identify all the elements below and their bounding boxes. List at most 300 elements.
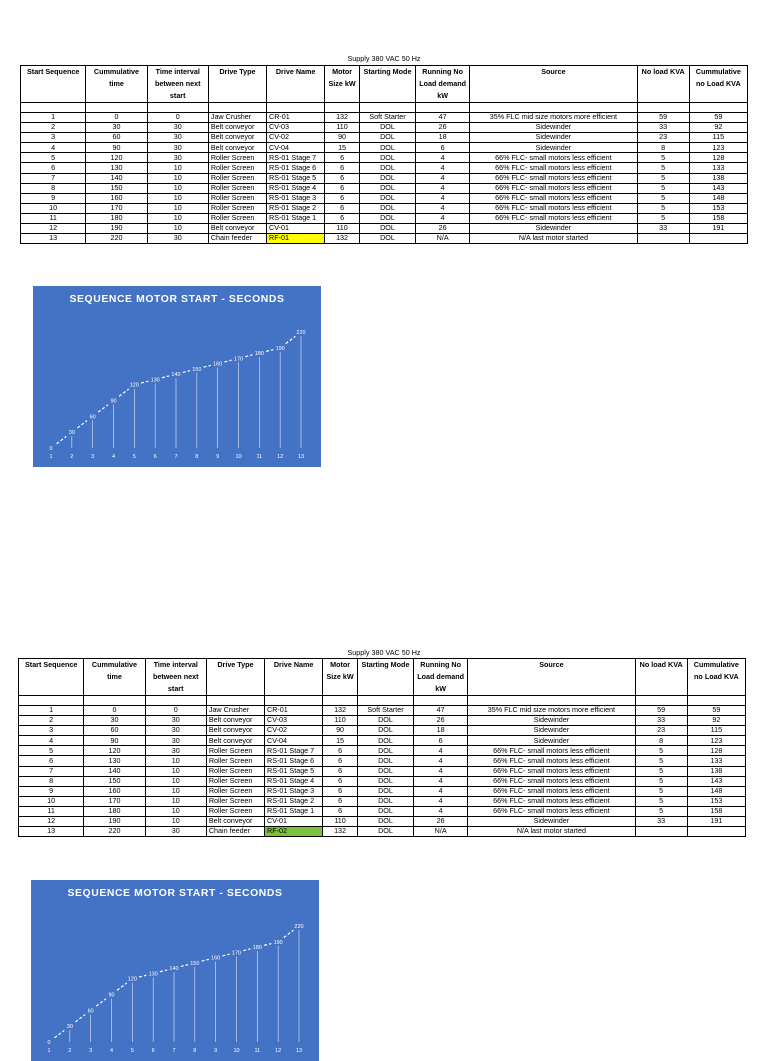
- x-tick-label: 10: [235, 454, 242, 460]
- cell-cumulative-kva: 143: [687, 776, 745, 786]
- cell-start-sequence: 3: [21, 133, 86, 143]
- data-label: 220: [296, 330, 306, 336]
- cell-no-load-kva: 5: [637, 173, 689, 183]
- cell-cumulative-kva: 59: [689, 113, 747, 123]
- empty-cell: [416, 103, 470, 113]
- data-label: 140: [171, 372, 181, 379]
- header-start-sequence: Start Sequence: [21, 66, 86, 103]
- series-line-segment: [204, 365, 211, 367]
- cell-source: Sidewinder: [470, 143, 637, 153]
- cell-starting-mode: Soft Starter: [357, 706, 413, 716]
- header-time-interval: Time interval between next start: [145, 659, 206, 696]
- supply-title: Supply 380 VAC 50 Hz: [347, 648, 421, 657]
- cell-start-sequence: 8: [19, 776, 84, 786]
- cell-cumulative-time: 120: [84, 746, 145, 756]
- cell-source: 66% FLC- small motors less efficient: [470, 173, 637, 183]
- empty-cell: [21, 103, 86, 113]
- cell-cumulative-kva: 153: [689, 203, 747, 213]
- cell-drive-type: Belt conveyor: [206, 726, 264, 736]
- cell-motor-size: 15: [323, 736, 358, 746]
- cell-motor-size: 132: [325, 113, 360, 123]
- cell-time-interval: 10: [147, 203, 208, 213]
- x-tick-label: 4: [111, 454, 116, 460]
- header-cumulative-time: Cummulative time: [84, 659, 145, 696]
- cell-source: Sidewinder: [470, 123, 637, 133]
- cell-cumulative-time: 0: [86, 113, 147, 123]
- cell-cumulative-kva: 128: [687, 746, 745, 756]
- cell-start-sequence: 6: [19, 756, 84, 766]
- series-line-segment: [245, 355, 252, 357]
- cell-drive-type: Chain feeder: [206, 827, 264, 837]
- cell-cumulative-time: 130: [84, 756, 145, 766]
- data-label: 120: [129, 382, 139, 389]
- cell-cumulative-time: 220: [86, 234, 147, 244]
- blank-row: [21, 103, 748, 113]
- cell-motor-size: 6: [323, 796, 358, 806]
- cell-source: 66% FLC- small motors less efficient: [468, 746, 635, 756]
- cell-starting-mode: DOL: [357, 827, 413, 837]
- header-motor-size: Motor Size kW: [323, 659, 358, 696]
- cell-no-load-kva: 59: [637, 113, 689, 123]
- cell-cumulative-time: 180: [84, 806, 145, 816]
- cell-no-load-demand: 4: [416, 183, 470, 193]
- cell-drive-name: CV-03: [265, 716, 323, 726]
- cell-motor-size: 6: [323, 766, 358, 776]
- cell-drive-name: CV-02: [265, 726, 323, 736]
- cell-motor-size: 110: [323, 716, 358, 726]
- data-label: 180: [254, 351, 264, 358]
- series-line-segment: [141, 381, 148, 383]
- header-no-load-kva: No load KVA: [637, 66, 689, 103]
- cell-no-load-demand: 26: [416, 123, 470, 133]
- cell-drive-type: Jaw Crusher: [206, 706, 264, 716]
- cell-no-load-demand: 4: [416, 213, 470, 223]
- cell-source: 35% FLC mid size motors more efficient: [468, 706, 635, 716]
- data-label: 90: [108, 992, 115, 999]
- cell-cumulative-kva: [687, 827, 745, 837]
- cell-time-interval: 30: [145, 746, 206, 756]
- cell-start-sequence: 4: [21, 143, 86, 153]
- cell-motor-size: 132: [323, 827, 358, 837]
- cell-start-sequence: 5: [19, 746, 84, 756]
- cell-source: N/A last motor started: [468, 827, 635, 837]
- cell-drive-type: Belt conveyor: [206, 716, 264, 726]
- cell-cumulative-kva: 123: [689, 143, 747, 153]
- header-no-load-kva: No load KVA: [635, 659, 687, 696]
- cell-start-sequence: 4: [19, 736, 84, 746]
- cell-no-load-kva: 33: [637, 224, 689, 234]
- empty-cell: [208, 103, 266, 113]
- cell-drive-name: CR-01: [265, 706, 323, 716]
- cell-starting-mode: DOL: [359, 143, 415, 153]
- cell-source: 66% FLC- small motors less efficient: [468, 766, 635, 776]
- table-row: [21, 143, 748, 153]
- cell-cumulative-time: 150: [84, 776, 145, 786]
- table-row: [21, 173, 748, 183]
- chart-title: SEQUENCE MOTOR START - SECONDS: [67, 888, 283, 899]
- cell-cumulative-kva: 158: [689, 213, 747, 223]
- motor-start-table: [18, 658, 746, 837]
- series-line-segment: [119, 389, 129, 396]
- series-line-segment: [266, 350, 273, 352]
- cell-no-load-demand: 4: [416, 203, 470, 213]
- series-line-segment: [162, 376, 169, 378]
- data-label: 120: [127, 976, 137, 983]
- series-line-segment: [264, 944, 271, 946]
- cell-time-interval: 30: [145, 726, 206, 736]
- x-tick-label: 1: [47, 1048, 51, 1054]
- header-cumulative-kva: Cummulative no Load KVA: [689, 66, 747, 103]
- cell-source: 66% FLC- small motors less efficient: [470, 163, 637, 173]
- cell-drive-type: Roller Screen: [206, 796, 264, 806]
- cell-time-interval: 0: [145, 706, 206, 716]
- cell-cumulative-time: 190: [84, 817, 145, 827]
- series-line-segment: [224, 360, 231, 362]
- cell-no-load-kva: 5: [637, 203, 689, 213]
- cell-drive-name: RS-01 Stage 1: [267, 213, 325, 223]
- series-line-segment: [139, 975, 146, 977]
- empty-cell: [689, 103, 747, 113]
- cell-drive-name: RS-01 Stage 7: [265, 746, 323, 756]
- cell-start-sequence: 2: [19, 716, 84, 726]
- cell-no-load-demand: 4: [414, 746, 468, 756]
- cell-start-sequence: 1: [19, 706, 84, 716]
- cell-no-load-kva: 5: [635, 766, 687, 776]
- cell-drive-type: Jaw Crusher: [208, 113, 266, 123]
- cell-starting-mode: DOL: [357, 776, 413, 786]
- header-start-sequence: Start Sequence: [19, 659, 84, 696]
- cell-cumulative-time: 30: [86, 123, 147, 133]
- cell-starting-mode: DOL: [359, 213, 415, 223]
- cell-no-load-kva: 5: [637, 193, 689, 203]
- cell-cumulative-time: 90: [86, 143, 147, 153]
- header-drive-name: Drive Name: [265, 659, 323, 696]
- data-label: 60: [87, 1008, 94, 1015]
- series-line-segment: [284, 930, 294, 937]
- cell-no-load-kva: 8: [635, 736, 687, 746]
- cell-motor-size: 110: [325, 123, 360, 133]
- empty-cell: [19, 696, 84, 706]
- x-tick-label: 6: [153, 454, 157, 460]
- empty-cell: [414, 696, 468, 706]
- cell-time-interval: 30: [147, 143, 208, 153]
- cell-start-sequence: 2: [21, 123, 86, 133]
- cell-cumulative-kva: 115: [689, 133, 747, 143]
- table-row: [19, 736, 746, 746]
- empty-cell: [325, 103, 360, 113]
- cell-time-interval: 10: [145, 817, 206, 827]
- cell-motor-size: 6: [323, 806, 358, 816]
- table-row: [19, 827, 746, 837]
- data-label: 170: [231, 950, 242, 957]
- cell-no-load-demand: 26: [414, 817, 468, 827]
- cell-source: 35% FLC mid size motors more efficient: [470, 113, 637, 123]
- cell-drive-name: RS-01 Stage 3: [267, 193, 325, 203]
- cell-motor-size: 6: [325, 183, 360, 193]
- x-tick-label: 8: [193, 1048, 197, 1054]
- cell-drive-type: Roller Screen: [206, 786, 264, 796]
- table-header-row: [19, 659, 746, 696]
- cell-drive-name: CV-03: [267, 123, 325, 133]
- cell-time-interval: 10: [145, 756, 206, 766]
- cell-drive-name: RS-01 Stage 1: [265, 806, 323, 816]
- sequence-chart: [31, 880, 319, 1061]
- x-tick-label: 13: [295, 1048, 303, 1054]
- x-tick-label: 6: [151, 1048, 155, 1054]
- cell-cumulative-kva: 115: [687, 726, 745, 736]
- cell-cumulative-time: 90: [84, 736, 145, 746]
- table-row: [19, 817, 746, 827]
- cell-source: Sidewinder: [470, 224, 637, 234]
- cell-time-interval: 30: [147, 133, 208, 143]
- series-line-segment: [57, 436, 67, 443]
- cell-time-interval: 10: [147, 173, 208, 183]
- cell-cumulative-kva: 158: [687, 806, 745, 816]
- cell-time-interval: 30: [147, 234, 208, 244]
- cell-starting-mode: DOL: [357, 726, 413, 736]
- cell-no-load-kva: 23: [635, 726, 687, 736]
- cell-cumulative-kva: 133: [687, 756, 745, 766]
- empty-cell: [206, 696, 264, 706]
- cell-motor-size: 110: [323, 817, 358, 827]
- table-row: [19, 786, 746, 796]
- cell-cumulative-time: 160: [84, 786, 145, 796]
- cell-drive-type: Roller Screen: [208, 173, 266, 183]
- cell-cumulative-time: 160: [86, 193, 147, 203]
- table-row: [21, 234, 748, 244]
- cell-drive-type: Belt conveyor: [208, 123, 266, 133]
- cell-no-load-demand: 4: [416, 153, 470, 163]
- header-source: Source: [470, 66, 637, 103]
- cell-time-interval: 10: [147, 193, 208, 203]
- table-row: [19, 746, 746, 756]
- table-row: [19, 756, 746, 766]
- cell-starting-mode: DOL: [357, 756, 413, 766]
- cell-time-interval: 10: [145, 786, 206, 796]
- cell-cumulative-time: 140: [84, 766, 145, 776]
- cell-cumulative-kva: 92: [689, 123, 747, 133]
- cell-start-sequence: 7: [21, 173, 86, 183]
- cell-no-load-demand: 47: [414, 706, 468, 716]
- data-label: 0: [47, 1040, 51, 1046]
- cell-drive-name: RS-01 Stage 6: [265, 756, 323, 766]
- cell-cumulative-kva: [689, 234, 747, 244]
- cell-source: Sidewinder: [468, 716, 635, 726]
- cell-starting-mode: DOL: [359, 203, 415, 213]
- cell-no-load-demand: 6: [416, 143, 470, 153]
- data-label: 160: [213, 361, 223, 368]
- table-header-row: [21, 66, 748, 103]
- empty-cell: [323, 696, 358, 706]
- cell-motor-size: 6: [325, 193, 360, 203]
- x-tick-label: 2: [68, 1048, 72, 1054]
- cell-cumulative-kva: 128: [689, 153, 747, 163]
- cell-source: N/A last motor started: [470, 234, 637, 244]
- series-line-segment: [222, 954, 229, 956]
- cell-start-sequence: 11: [21, 213, 86, 223]
- x-tick-label: 7: [172, 1048, 176, 1054]
- cell-motor-size: 6: [325, 213, 360, 223]
- cell-no-load-demand: 26: [416, 224, 470, 234]
- cell-cumulative-kva: 153: [687, 796, 745, 806]
- cell-drive-type: Belt conveyor: [208, 224, 266, 234]
- empty-cell: [635, 696, 687, 706]
- x-tick-label: 8: [195, 454, 199, 460]
- x-tick-label: 5: [130, 1048, 134, 1054]
- chart-plot: [33, 286, 321, 467]
- cell-no-load-kva: [637, 234, 689, 244]
- empty-cell: [147, 103, 208, 113]
- header-drive-name: Drive Name: [267, 66, 325, 103]
- cell-no-load-demand: N/A: [416, 234, 470, 244]
- empty-cell: [265, 696, 323, 706]
- cell-starting-mode: DOL: [357, 817, 413, 827]
- series-line-segment: [98, 405, 108, 412]
- empty-cell: [84, 696, 145, 706]
- cell-motor-size: 6: [323, 756, 358, 766]
- cell-cumulative-time: 30: [84, 716, 145, 726]
- cell-drive-type: Roller Screen: [208, 203, 266, 213]
- cell-source: 66% FLC- small motors less efficient: [468, 776, 635, 786]
- cell-starting-mode: DOL: [359, 183, 415, 193]
- cell-starting-mode: DOL: [359, 224, 415, 234]
- cell-cumulative-kva: 138: [687, 766, 745, 776]
- cell-drive-name: RS-01 Stage 4: [265, 776, 323, 786]
- data-label: 60: [89, 414, 96, 421]
- cell-drive-type: Roller Screen: [206, 766, 264, 776]
- empty-cell: [359, 103, 415, 113]
- empty-cell: [687, 696, 745, 706]
- x-tick-label: 11: [254, 1048, 261, 1054]
- cell-drive-type: Roller Screen: [206, 746, 264, 756]
- series-line-segment: [55, 1030, 65, 1037]
- cell-no-load-demand: 4: [414, 796, 468, 806]
- cell-drive-type: Roller Screen: [208, 183, 266, 193]
- cell-motor-size: 6: [325, 153, 360, 163]
- table-row: [21, 203, 748, 213]
- cell-cumulative-kva: 143: [689, 183, 747, 193]
- empty-cell: [468, 696, 635, 706]
- table-row: [19, 806, 746, 816]
- blank-row: [19, 696, 746, 706]
- cell-motor-size: 110: [325, 224, 360, 234]
- cell-no-load-demand: 6: [414, 736, 468, 746]
- cell-starting-mode: DOL: [359, 234, 415, 244]
- cell-cumulative-kva: 138: [689, 173, 747, 183]
- data-label: 190: [273, 939, 283, 946]
- cell-source: 66% FLC- small motors less efficient: [468, 756, 635, 766]
- cell-cumulative-time: 170: [86, 203, 147, 213]
- cell-cumulative-time: 220: [84, 827, 145, 837]
- series-line-segment: [181, 965, 188, 967]
- cell-drive-name: RS-01 Stage 6: [267, 163, 325, 173]
- cell-time-interval: 10: [147, 183, 208, 193]
- sequence-chart: [33, 286, 321, 467]
- cell-source: 66% FLC- small motors less efficient: [468, 796, 635, 806]
- cell-no-load-kva: 5: [635, 796, 687, 806]
- x-tick-label: 13: [297, 454, 305, 460]
- cell-motor-size: 6: [323, 746, 358, 756]
- cell-start-sequence: 5: [21, 153, 86, 163]
- cell-no-load-kva: 33: [635, 817, 687, 827]
- cell-cumulative-time: 60: [84, 726, 145, 736]
- cell-drive-type: Belt conveyor: [206, 817, 264, 827]
- data-label: 140: [169, 966, 179, 973]
- header-time-interval: Time interval between next start: [147, 66, 208, 103]
- x-tick-label: 9: [214, 1048, 218, 1054]
- table-row: [21, 183, 748, 193]
- data-label: 180: [252, 945, 262, 952]
- cell-drive-name: CR-01: [267, 113, 325, 123]
- cell-no-load-kva: 5: [637, 213, 689, 223]
- cell-no-load-kva: 8: [637, 143, 689, 153]
- cell-time-interval: 10: [147, 213, 208, 223]
- motor-start-table: [20, 65, 748, 244]
- cell-cumulative-kva: 92: [687, 716, 745, 726]
- cell-time-interval: 30: [145, 827, 206, 837]
- data-label: 220: [294, 924, 304, 930]
- cell-starting-mode: DOL: [357, 786, 413, 796]
- cell-motor-size: 6: [325, 173, 360, 183]
- cell-drive-type: Roller Screen: [206, 776, 264, 786]
- header-cumulative-kva: Cummulative no Load KVA: [687, 659, 745, 696]
- cell-no-load-demand: 4: [414, 756, 468, 766]
- cell-start-sequence: 9: [21, 193, 86, 203]
- x-tick-label: 5: [132, 454, 136, 460]
- cell-drive-name: RS-01 Stage 3: [265, 786, 323, 796]
- table-row: [19, 766, 746, 776]
- cell-start-sequence: 6: [21, 163, 86, 173]
- data-label: 160: [211, 955, 221, 962]
- cell-start-sequence: 12: [19, 817, 84, 827]
- cell-source: 66% FLC- small motors less efficient: [470, 183, 637, 193]
- cell-starting-mode: DOL: [357, 766, 413, 776]
- cell-motor-size: 6: [323, 786, 358, 796]
- cell-drive-name: CV-01: [267, 224, 325, 234]
- cell-cumulative-time: 130: [86, 163, 147, 173]
- cell-cumulative-time: 170: [84, 796, 145, 806]
- cell-no-load-kva: 5: [635, 776, 687, 786]
- cell-motor-size: 132: [325, 234, 360, 244]
- cell-source: 66% FLC- small motors less efficient: [468, 806, 635, 816]
- cell-source: 66% FLC- small motors less efficient: [470, 193, 637, 203]
- header-no-load-demand: Running No Load demand kW: [414, 659, 468, 696]
- empty-cell: [357, 696, 413, 706]
- empty-cell: [145, 696, 206, 706]
- data-label: 0: [49, 446, 53, 452]
- header-motor-size: Motor Size kW: [325, 66, 360, 103]
- cell-no-load-demand: 47: [416, 113, 470, 123]
- cell-time-interval: 10: [145, 776, 206, 786]
- cell-drive-type: Belt conveyor: [208, 133, 266, 143]
- cell-drive-type: Roller Screen: [208, 153, 266, 163]
- cell-no-load-demand: 4: [416, 193, 470, 203]
- cell-no-load-demand: N/A: [414, 827, 468, 837]
- cell-motor-size: 90: [323, 726, 358, 736]
- cell-time-interval: 10: [145, 796, 206, 806]
- cell-start-sequence: 13: [21, 234, 86, 244]
- cell-cumulative-kva: 148: [687, 786, 745, 796]
- cell-motor-size: 132: [323, 706, 358, 716]
- cell-drive-type: Roller Screen: [208, 163, 266, 173]
- supply-title: Supply 380 VAC 50 Hz: [347, 54, 421, 63]
- data-label: 170: [233, 356, 244, 363]
- empty-cell: [637, 103, 689, 113]
- cell-cumulative-time: 140: [86, 173, 147, 183]
- x-tick-label: 4: [109, 1048, 114, 1054]
- cell-drive-name: RS-01 Stage 5: [265, 766, 323, 776]
- cell-cumulative-kva: 191: [689, 224, 747, 234]
